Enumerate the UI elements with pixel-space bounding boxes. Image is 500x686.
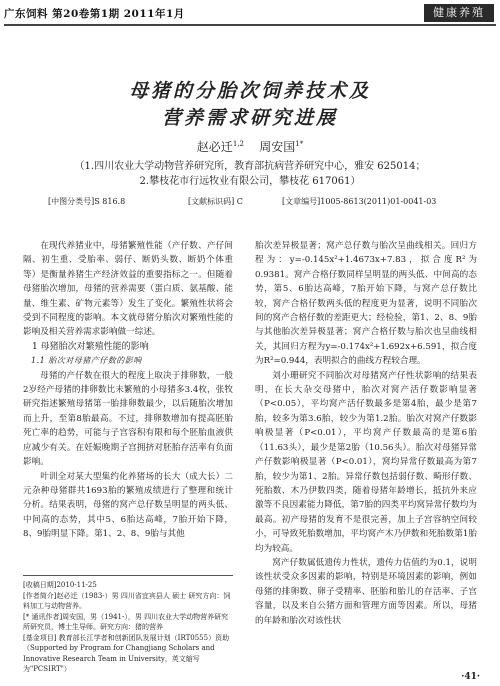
section-heading-1: 1 母猪胎次对繁殖性能的影响 <box>32 341 149 352</box>
paragraph-liu-study: 刘小珊研究不同胎次对母猪窝产仔性状影响的结果表明，在长大杂交母猪中，胎次对窝产活仔数影响显著（P<0.05），平均窝产活仔数最多是第4胎，最少是第7胎，较多为第3.6胎，较少为第1.2胎。胎次对窝产仔数影响极显著（P<0.01），平均窝产仔数最高的是第6胎（11.63头），最少是第2胎（10.56头）。胎次对母猪异常产仔数影响极显著（P<0.01），窝均异常仔数最高为第7胎，较少为第1、2胎。异常仔数包括弱仔数、畸形仔数、死胎数、木乃伊数四类，随着母猪年龄增长，抵抗外来应激等不良因素能力降低，第7胎的四类平均窝异常仔数均为最高。初产母猪的发育不是很完善，加上子宫容纳空间较小，可导致死胎数增加，平均窝产木乃伊数和死胎数第1胎均为较高。 <box>255 370 477 554</box>
article-id: [文章编号]1005-8613(2011)01-0041-03 <box>282 197 437 206</box>
author-2: 周安国 <box>259 140 296 154</box>
intro-paragraph: 在现代养猪业中，母猪繁殖性能（产仔数、产仔间隔、初生重、受胎率、弱仔、断奶头数、断奶个体重等）是衡量养猪生产经济效益的重要指标之一。但随着母猪胎次增加，母猪的营养需要（蛋白质、氨基酸、能量、维生素、矿物元素等）发生了变化。繁殖性状将会受到不同程度的影响。本文就母猪分胎次对繁殖性能的影响及相关营养需求影响做一综述。 <box>23 241 233 338</box>
footnotes <box>23 580 233 675</box>
paragraph-farm-study: 叶训全对某大型集约化养猪场的长大（成大长）二元杂种母猪群共1693胎的繁殖成绩进行了整理和统计分析。结果表明，母猪的窝产总仔数呈明显的两头低、中间高的态势，其中5、6胎达高峰，7胎开始下降，8、9胎明显下降。第1、2、8、9胎与其他 <box>23 471 233 540</box>
author-2-affil: 1* <box>295 140 304 148</box>
title-line-2: 营养需求研究进展 <box>161 107 338 129</box>
affiliation-line-2: 2.攀枝花市行远牧业有限公司，攀枝花 617061） <box>139 176 361 187</box>
right-column <box>255 239 477 628</box>
corresponding-author: [* 通讯作者]周安国，男（1941-），男 四川农业大学动物营养研究所研究员，博士生导师。研究方向：猪的营养 <box>23 612 229 631</box>
journal-info: 广东饲料 第20卷第1期 2011年1月 <box>4 8 185 20</box>
left-column <box>23 239 233 542</box>
header-rule <box>4 24 496 26</box>
title-line-1: 母猪的分胎次饲养技术及 <box>128 80 371 102</box>
author-1: 赵必迁 <box>196 140 233 154</box>
fund-info: [基金项目] 教育部长江学者和创新团队发展计划（IRT0555）资助 （Supported by Program for Changjiang Scholars and Innovative Research Team in University，英文缩写为"PCSIRT"） <box>23 633 230 673</box>
authors <box>0 138 500 155</box>
clc-number: [中图分类号]S 816.8 <box>48 197 126 206</box>
paragraph-regression: 胎次差异极显著；窝产总仔数与胎次呈曲线相关。回归方程为：y=-0.145x²+1.4673x+7.83，拟合度R²为0.9381。窝产合格仔数同样呈明显的两头低、中间高的态势，第5、6胎达高峰，7胎开始下降，与窝产总仔数比较，窝产合格仔数两头低的程度更为显著，说明不同胎次间的窝产合格仔数的差距更大；经检验，第1、2、8、9胎与其他胎次差异极显著；窝产合格仔数与胎次也呈曲线相关，其回归方程为y=-0.174x²+1.692x+6.591，拟合度为R²=0.944，表明拟合的曲线方程较合理。 <box>255 241 477 367</box>
paragraph-litter-size: 母猪的产仔数在很大的程度上取决于排卵数，一般2岁经产母猪的排卵数比未繁殖的小母猪多3.4枚，张牧研究指述繁殖母猪第一胎排卵数最少，以后随胎次增加而上升，至第8胎最高。不过，排卵数增加有提高胚胎死亡率的趋势，可能与子宫容积有限和每个胚胎血液供应减少有关。在妊娠晚期子宫拥挤对胚胎存活率有负面影响。 <box>23 370 233 468</box>
running-header <box>0 4 500 24</box>
received-date: [收稿日期]2010-11-25 <box>23 581 97 589</box>
footnote-rule <box>23 575 233 576</box>
affiliation-line-1: （1.四川农业大学动物营养研究所，教育部抗病营养研究中心，雅安 625014； <box>74 161 426 172</box>
author-1-affil: 1,2 <box>232 140 244 148</box>
document-code: [文献标识码] C <box>188 197 243 206</box>
paragraph-heritability: 窝产仔数属低遗传力性状，遗传力估值约为0.1，说明该性状受众多因素的影响，特别是环境因素的影响，例如母猪的排卵数、卵子受精率、胚胎和胎儿的存活率、子宫容量，以及来自公猪方面和管理方面等因素。所以，母猪的年龄和胎次对该性状 <box>255 557 477 626</box>
section-tag: 健康养殖 <box>424 4 494 22</box>
subsection-heading-1-1: 1.1 胎次对母猪产仔数的影响 <box>31 356 142 366</box>
page-number: ·41· <box>461 672 480 682</box>
author-intro: [作者简介]赵必迁（1983-）男 四川省宜宾县人 硕士 研究方向：饲料加工与动物营养。 <box>23 591 231 610</box>
